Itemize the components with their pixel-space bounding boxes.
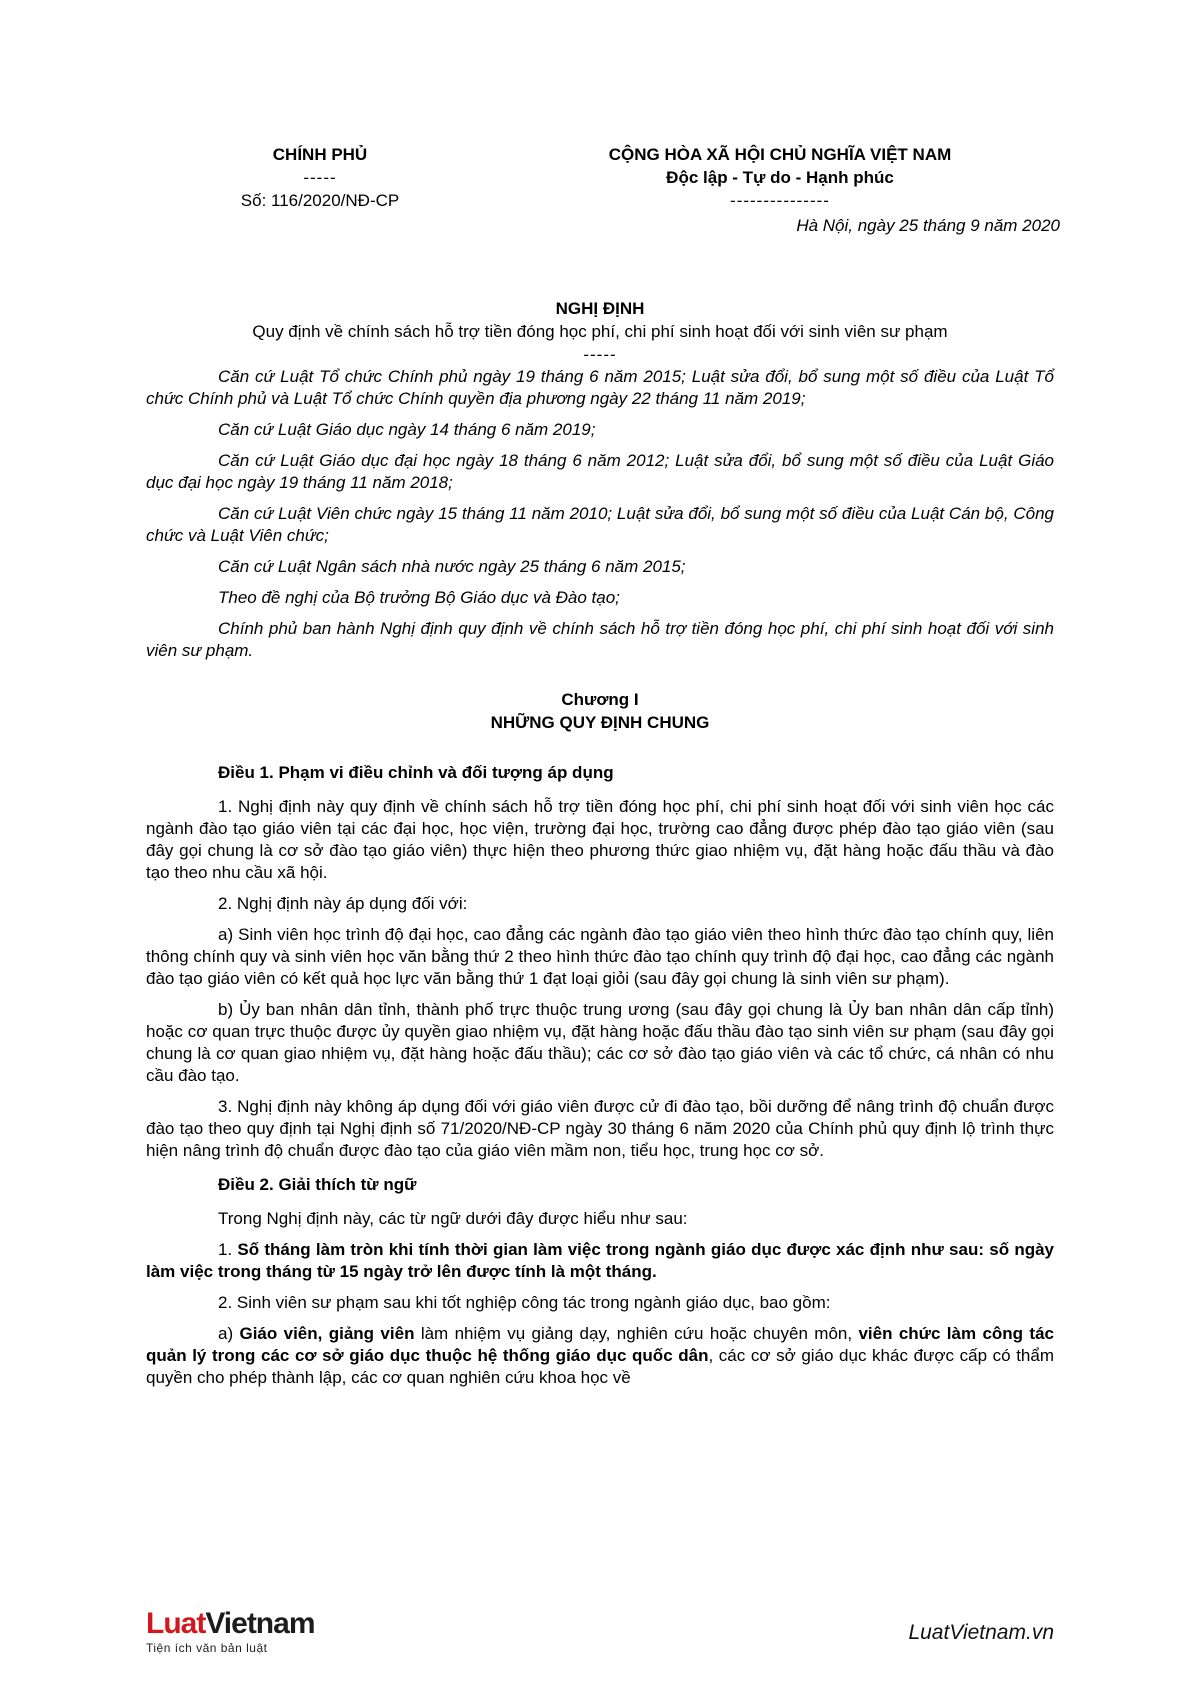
document-title-block (146, 297, 1054, 366)
motto-divider: --------------- (730, 191, 830, 210)
preamble-item: Căn cứ Luật Tổ chức Chính phủ ngày 19 tháng 6 năm 2015; Luật sửa đổi, bổ sung một số điều của Luật Tổ chức Chính phủ và Luật Tổ chức Chính quyền địa phương ngày 22 tháng 11 năm 2019; (146, 367, 1054, 408)
preamble-item: Căn cứ Luật Viên chức ngày 15 tháng 11 năm 2010; Luật sửa đổi, bổ sung một số điều của Luật Cán bộ, Công chức và Luật Viên chức; (146, 504, 1054, 545)
clause-bold-text: viên chức làm công tác quản lý trong các cơ sở giáo dục thuộc hệ thống giáo dục quốc dân (146, 1324, 1055, 1365)
article-1-heading: Điều 1. Phạm vi điều chỉnh và đối tượng áp dụng (218, 763, 614, 782)
preamble-item: Căn cứ Luật Giáo dục ngày 14 tháng 6 năm 2019; (218, 420, 596, 439)
document-number: Số: 116/2020/NĐ-CP (240, 191, 400, 210)
website-link[interactable]: LuatVietnam.vn (908, 1621, 1054, 1644)
document-body (146, 366, 1054, 1398)
article-1-clause-1: 1. Nghị định này quy định về chính sách hỗ trợ tiền đóng học phí, chi phí sinh hoạt đối với sinh viên học các ngành đào tạo giáo viên tại các đại học, học viện, trường đại học, trường cao đẳng được phép đào tạo giáo viên (sau đây gọi chung là cơ sở đào tạo giáo viên) thực hiện theo phương thức giao nhiệm vụ, đặt hàng hoặc đấu thầu và đào tạo theo nhu cầu xã hội. (146, 797, 1054, 882)
chapter-number: Chương I (561, 690, 639, 709)
issue-date: Hà Nội, ngày 25 tháng 9 năm 2020 (796, 216, 1060, 235)
article-2-clause-2a (146, 1323, 1054, 1389)
clause-prefix: a) (218, 1324, 240, 1343)
chapter-name: NHỮNG QUY ĐỊNH CHUNG (490, 713, 710, 732)
country-name: CỘNG HÒA XÃ HỘI CHỦ NGHĨA VIỆT NAM (608, 145, 952, 164)
preamble-item: Căn cứ Luật Ngân sách nhà nước ngày 25 tháng 6 năm 2015; (218, 557, 686, 576)
clause-text: , các cơ sở giáo dục khác được cấp có thẩm quyền cho phép thành lập, các cơ quan nghiên cứu khoa học về (146, 1346, 1054, 1387)
title-divider: ----- (583, 345, 617, 364)
preamble-item: Căn cứ Luật Giáo dục đại học ngày 18 tháng 6 năm 2012; Luật sửa đổi, bổ sung một số điều của Luật Giáo dục đại học ngày 19 tháng 11 năm 2018; (146, 451, 1054, 492)
issuer-name: CHÍNH PHỦ (272, 145, 368, 164)
national-header (520, 143, 1040, 212)
logo-luat-text: Luat (146, 1607, 206, 1640)
logo-tagline: Tiện ích văn bản luật (146, 1641, 268, 1655)
article-2-intro: Trong Nghị định này, các từ ngữ dưới đây được hiểu như sau: (218, 1209, 688, 1228)
clause-bold-text: Số tháng làm tròn khi tính thời gian làm việc trong ngành giáo dục được xác định như sau: số ngày làm việc trong tháng từ 15 ngày trở lên được tính là một tháng. (146, 1240, 1054, 1281)
luatvietnam-logo (146, 1607, 326, 1663)
clause-bold-text: Giáo viên, giảng viên (239, 1324, 415, 1343)
article-1-clause-2: 2. Nghị định này áp dụng đối với: (218, 894, 468, 913)
clause-number: 1. (218, 1240, 238, 1259)
chapter-heading (146, 688, 1054, 734)
preamble-item: Chính phủ ban hành Nghị định quy định về chính sách hỗ trợ tiền đóng học phí, chi phí sinh hoạt đối với sinh viên sư phạm. (146, 619, 1054, 660)
article-2-clause-1 (146, 1239, 1054, 1283)
preamble-item: Theo đề nghị của Bộ trưởng Bộ Giáo dục và Đào tạo; (218, 588, 620, 607)
national-motto: Độc lập - Tự do - Hạnh phúc (666, 168, 894, 187)
document-subject: Quy định về chính sách hỗ trợ tiền đóng học phí, chi phí sinh hoạt đối với sinh viên sư phạm (252, 322, 948, 341)
article-2-clause-2: 2. Sinh viên sư phạm sau khi tốt nghiệp công tác trong ngành giáo dục, bao gồm: (218, 1293, 831, 1312)
article-1-clause-2a: a) Sinh viên học trình độ đại học, cao đẳng các ngành đào tạo giáo viên theo hình thức đào tạo chính quy, liên thông chính quy và sinh viên học văn bằng thứ 2 theo hình thức đào tạo chính quy trình độ đại học, cao đẳng các ngành đào tạo giáo viên có kết quả học lực văn bằng thứ 1 đạt loại giỏi (sau đây gọi chung là sinh viên sư phạm). (146, 925, 1054, 988)
logo-vietnam-text: Vietnam (205, 1607, 315, 1640)
clause-text: làm nhiệm vụ giảng dạy, nghiên cứu hoặc chuyên môn, (414, 1324, 859, 1343)
page-footer (146, 1607, 1054, 1667)
issuer-divider: ----- (303, 168, 337, 187)
article-1-clause-2b: b) Ủy ban nhân dân tỉnh, thành phố trực thuộc trung ương (sau đây gọi chung là Ủy ban nhân dân cấp tỉnh) hoặc cơ quan trực thuộc được ủy quyền giao nhiệm vụ, đặt hàng hoặc đấu thầu đào tạo sinh viên sư phạm (sau đây gọi chung là cơ quan giao nhiệm vụ, đặt hàng hoặc đấu thầu); các cơ sở đào tạo giáo viên và các tổ chức, cá nhân có nhu cầu đào tạo. (146, 1000, 1054, 1085)
issuer-block (170, 143, 470, 212)
article-1-clause-3: 3. Nghị định này không áp dụng đối với giáo viên được cử đi đào tạo, bồi dưỡng để nâng trình độ chuẩn được đào tạo theo quy định tại Nghị định số 71/2020/NĐ-CP ngày 30 tháng 6 năm 2020 của Chính phủ quy định lộ trình thực hiện nâng trình độ chuẩn được đào tạo của giáo viên mầm non, tiểu học, trung học cơ sở. (146, 1097, 1054, 1160)
article-2-heading: Điều 2. Giải thích từ ngữ (218, 1175, 417, 1194)
document-type: NGHỊ ĐỊNH (555, 299, 645, 318)
